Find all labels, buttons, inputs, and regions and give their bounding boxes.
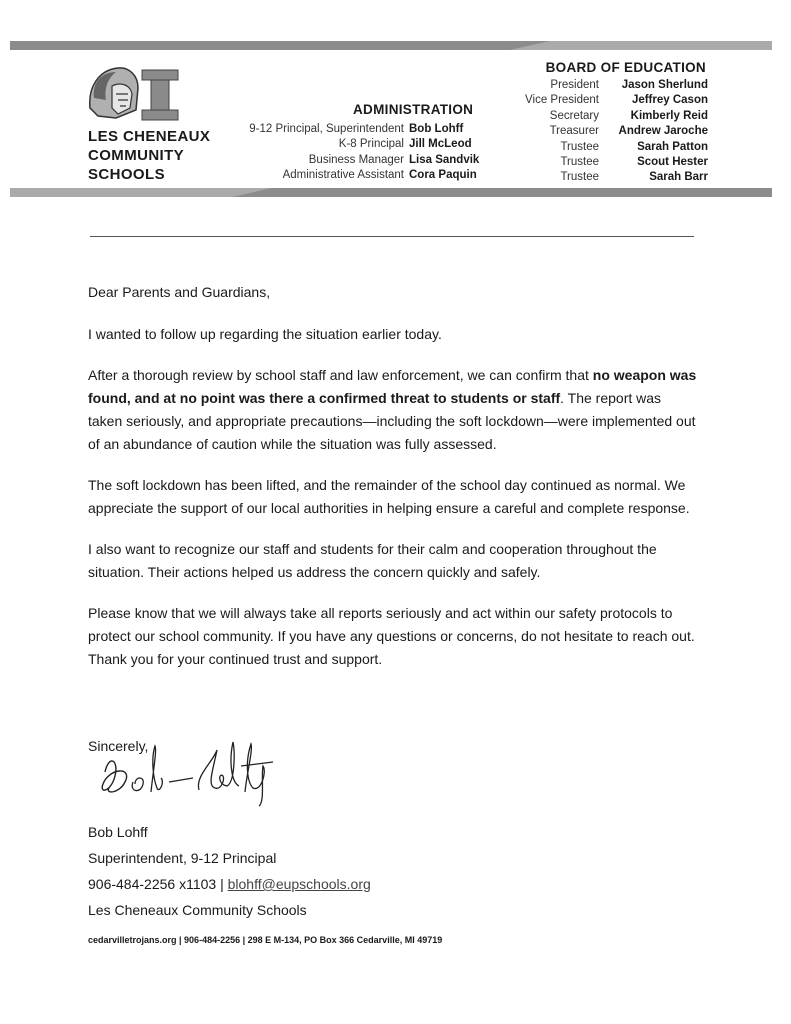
admin-name: Bob Lohff (409, 123, 464, 135)
board-title: President (550, 79, 599, 91)
signer-title: Superintendent, 9-12 Principal (88, 850, 277, 866)
administration-list (200, 122, 480, 184)
salutation: Dear Parents and Guardians, (88, 284, 271, 300)
board-title: Secretary (549, 109, 599, 122)
signer-phone: 906-484-2256 x1103 | (88, 876, 228, 892)
paragraph: I wanted to follow up regarding the situation earlier today. (88, 326, 442, 342)
board-name: Kimberly Reid (630, 109, 708, 122)
signer-contact (88, 871, 371, 897)
admin-name: Lisa Sandvik (409, 153, 480, 166)
board-row (500, 124, 708, 139)
administration-heading: ADMINISTRATION (353, 102, 474, 117)
school-name (88, 127, 210, 184)
paragraph: The soft lockdown has been lifted, and the remainder of the school day continued as normal. We appreciate the support of our local authorities in helping ensure a careful and complete response. (88, 477, 690, 516)
board-name: Sarah Barr (649, 171, 708, 184)
board-title: Treasurer (549, 125, 599, 138)
logo-letter-i (142, 70, 178, 120)
school-name-line: COMMUNITY (88, 147, 185, 164)
admin-row (200, 122, 464, 137)
board-name: Jason Sherlund (621, 79, 708, 91)
paragraph: Please know that we will always take all reports seriously and act within our safety protocols to protect our school community. If you have any questions or concerns, do not hesitate to reach out. Thank you for your continued trust and support. (88, 605, 695, 667)
paragraph (88, 364, 698, 456)
letterhead-bottom-band (10, 188, 772, 197)
signer-organization: Les Cheneaux Community Schools (88, 902, 307, 918)
school-name-line: SCHOOLS (88, 166, 165, 183)
admin-name: Cora Paquin (409, 169, 477, 182)
school-logo (86, 64, 186, 124)
admin-title: Administrative Assistant (282, 169, 404, 182)
letter-body (88, 281, 698, 689)
admin-title: K-8 Principal (338, 138, 404, 151)
board-title: Vice President (525, 94, 599, 107)
board-row (500, 155, 708, 170)
header-divider (90, 236, 694, 237)
board-list (500, 78, 708, 186)
admin-row (200, 153, 480, 168)
closing: Sincerely, (88, 738, 149, 754)
board-heading: BOARD OF EDUCATION (545, 60, 706, 75)
admin-title: 9-12 Principal, Superintendent (249, 123, 404, 135)
paragraph-emphasis: no weapon was found, and at no point was there a confirmed threat to students or staff (88, 367, 697, 406)
paragraph-text: . The report was taken seriously, and appropriate precautions—including the soft lockdown—were implemented out of an abundance of caution while the situation was fully assessed. (88, 390, 696, 452)
letterhead-top-band (10, 41, 772, 50)
school-name-line: LES CHENEAUX (88, 128, 211, 145)
trojan-helmet-icon (90, 68, 138, 118)
signer-name: Bob Lohff (88, 824, 148, 840)
admin-row (200, 168, 477, 183)
letter-footer: cedarvilletrojans.org | 906-484-2256 | 298 E M-134, PO Box 366 Cedarville, MI 49719 (88, 935, 443, 945)
board-name: Andrew Jaroche (618, 125, 708, 138)
board-row (500, 170, 708, 185)
handwritten-signature (95, 732, 295, 807)
signer-email-link[interactable]: blohff@eupschools.org (227, 876, 371, 892)
board-name: Scout Hester (637, 156, 708, 169)
board-row (500, 140, 708, 155)
admin-title: Business Manager (308, 153, 404, 166)
paragraph: I also want to recognize our staff and students for their calm and cooperation throughout the situation. Their actions helped us address the concern quickly and safely. (88, 541, 657, 580)
board-name: Jeffrey Cason (631, 94, 708, 107)
paragraph-text: After a thorough review by school staff and law enforcement, we can confirm that (88, 367, 593, 383)
board-title: Trustee (560, 140, 599, 153)
board-row (500, 109, 708, 124)
signature-block (88, 819, 371, 923)
board-row (500, 78, 708, 93)
board-title: Trustee (560, 171, 599, 184)
admin-row (200, 137, 472, 152)
board-title: Trustee (560, 156, 599, 169)
board-name: Sarah Patton (637, 140, 708, 153)
board-row (500, 93, 708, 108)
admin-name: Jill McLeod (409, 138, 472, 151)
